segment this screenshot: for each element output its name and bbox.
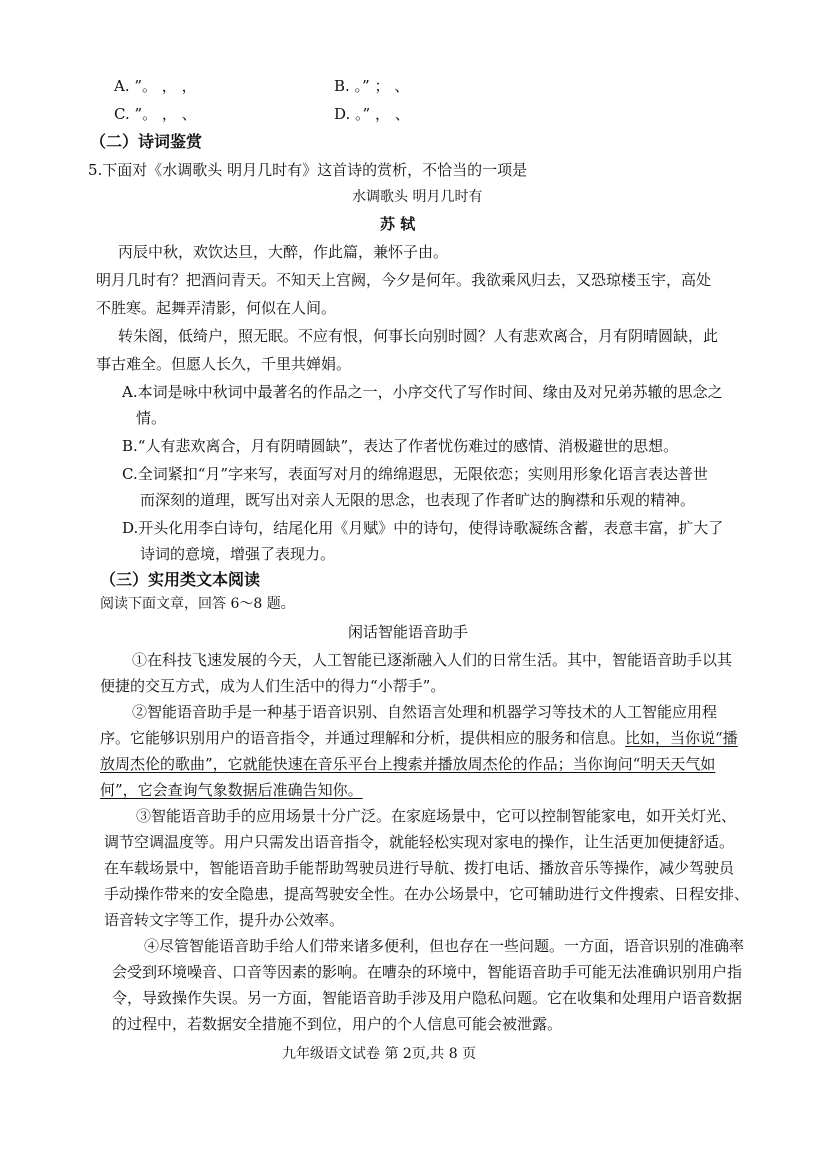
q5-option-a-cont: 情。 — [136, 409, 167, 427]
article-paragraph-1: ①在科技飞速发展的今天，人工智能已逐渐融入人们的日常生活。其中，智能语音助手以其 — [132, 651, 733, 669]
q5-option-b: B.“人有悲欢离合，月有阴晴圆缺”，表达了作者忧伤难过的感情、消极避世的思想。 — [122, 437, 679, 455]
underlined-example-end: 何”，它会查询气象数据后准确告知你。 — [100, 781, 363, 799]
poem-line: 不胜寒。起舞弄清影，何似在人间。 — [96, 299, 337, 317]
section-heading-poetry: （二）诗词鉴赏 — [90, 132, 203, 151]
section-instruction: 阅读下面文章，回答 6～8 题。 — [100, 596, 295, 612]
article-paragraph-3-cont: 调节空调温度等。用户只需发出语音指令，就能轻松实现对家电的操作，让生活更加便捷舒适。 — [104, 833, 735, 851]
poem-title: 水调歌头 明月几时有 — [352, 189, 483, 205]
option-d-prev: D. 。” ， 、 — [334, 105, 410, 123]
q5-option-c: C.全词紧扣“月”字来写，表面写对月的绵绵遐思，无限依恋；实则用形象化语言表达普世 — [122, 465, 709, 483]
article-paragraph-1-cont: 便捷的交互方式，成为人们生活中的得力“小帮手”。 — [100, 677, 446, 695]
article-paragraph-2-text: 序。它能够识别用户的语音指令，并通过理解和分析，提供相应的服务和信息。 — [100, 729, 626, 747]
article-paragraph-2-cont — [100, 728, 738, 748]
underlined-example: 比如，当你说“播 — [625, 729, 738, 747]
poem-author: 苏 轼 — [380, 215, 416, 233]
option-c-prev: C. ”。 ， 、 — [114, 105, 197, 123]
page-footer: 九年级语文试卷 第 2页,共 8 页 — [282, 1046, 477, 1062]
article-paragraph-4-cont: 令，导致操作失误。另一方面，智能语音助手涉及用户隐私问题。它在收集和处理用户语音数据 — [112, 989, 743, 1007]
poem-preface: 丙辰中秋，欢饮达旦，大醉，作此篇，兼怀子由。 — [118, 243, 449, 261]
q5-option-d: D.开头化用李白诗句，结尾化用《月赋》中的诗句，使得诗歌凝练含蓄，表意丰富，扩大了 — [122, 519, 724, 537]
q5-option-a: A.本词是咏中秋词中最著名的作品之一，小序交代了写作时间、缘由及对兄弟苏辙的思念之 — [122, 383, 723, 401]
article-paragraph-3-cont: 手动操作带来的安全隐患，提高驾驶安全性。在办公场景中，它可辅助进行文件搜索、日程安排、 — [104, 885, 750, 903]
article-paragraph-4-cont: 的过程中，若数据安全措施不到位，用户的个人信息可能会被泄露。 — [112, 1015, 563, 1033]
underlined-example-cont: 放周杰伦的歌曲”，它就能快速在音乐平台上搜索并播放周杰伦的作品；当你询问“明天天气如 — [100, 755, 716, 773]
question-5-stem: 5.下面对《水调歌头 明月几时有》这首诗的赏析，不恰当的一项是 — [88, 161, 528, 179]
article-paragraph-2: ②智能语音助手是一种基于语音识别、自然语言处理和机器学习等技术的人工智能应用程 — [132, 703, 718, 721]
poem-line: 事古难全。但愿人长久，千里共婵娟。 — [96, 355, 352, 373]
section-heading-practical: （三）实用类文本阅读 — [100, 570, 261, 589]
option-a-prev: A. ”。 ， ， — [114, 77, 197, 95]
option-b-prev: B. 。” ； 、 — [334, 77, 410, 95]
article-paragraph-3-cont: 在车载场景中，智能语音助手能帮助驾驶员进行导航、拨打电话、播放音乐等操作，减少驾驶员 — [104, 859, 735, 877]
article-paragraph-3: ③智能语音助手的应用场景十分广泛。在家庭场景中，它可以控制智能家电，如开关灯光、 — [136, 807, 737, 825]
q5-option-d-cont: 诗词的意境，增强了表现力。 — [140, 545, 336, 563]
poem-line: 明月几时有？把酒问青天。不知天上宫阙，今夕是何年。我欲乘风归去，又恐琼楼玉宇，高处 — [96, 271, 712, 289]
q5-option-c-cont: 而深刻的道理，既写出对亲人无限的思念，也表现了作者旷达的胸襟和乐观的精神。 — [140, 491, 696, 509]
article-paragraph-4-cont: 会受到环境噪音、口音等因素的影响。在嘈杂的环境中，智能语音助手可能无法准确识别用户指 — [112, 963, 743, 981]
article-paragraph-3-cont: 语音转文字等工作，提升办公效率。 — [104, 911, 345, 929]
poem-line: 转朱阁，低绮户，照无眠。不应有恨，何事长向别时圆？人有悲欢离合，月有阴晴圆缺，此 — [118, 327, 719, 345]
article-title: 闲话智能语音助手 — [348, 623, 469, 641]
article-paragraph-4: ④尽管智能语音助手给人们带来诸多便利，但也存在一些问题。一方面，语音识别的准确率 — [144, 937, 745, 955]
